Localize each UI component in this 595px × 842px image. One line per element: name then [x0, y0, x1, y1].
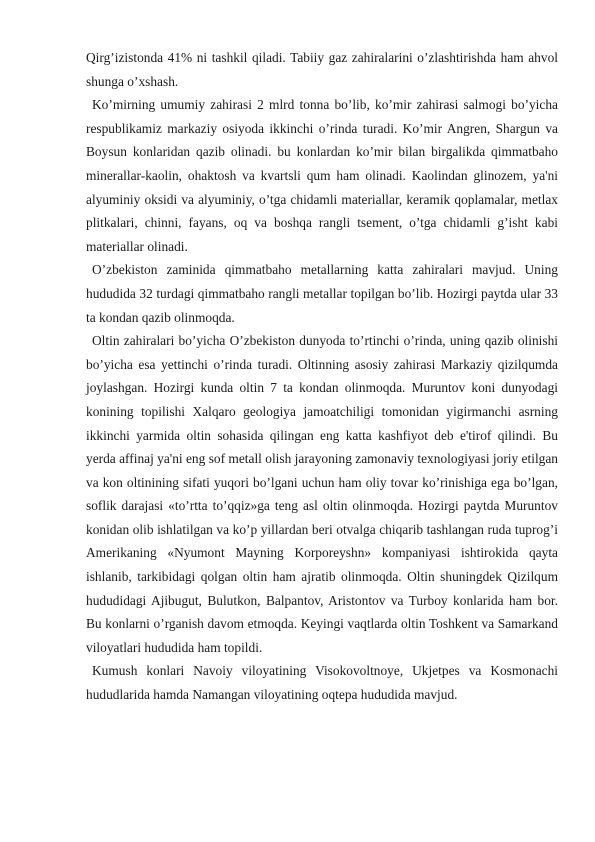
document-page — [86, 46, 558, 707]
paragraph-precious-metals: O’zbekiston zaminida qimmatbaho metallarning katta zahiralari mavjud. Uning hududida 32 turdagi qimmatbaho rangli metallar topilgan bo’lib. Hozirgi paytda ular 33 ta kondan qazib olinmoqda. — [86, 262, 558, 325]
paragraph-gas-reserves: Qirg’izistonda 41% ni tashkil qiladi. Tabiiy gaz zahiralarini o’zlashtirishda ham ahvol shunga o’xshash. — [86, 50, 558, 89]
paragraph-silver-deposits: Kumush konlari Navoiy viloyatining Visokovoltnoye, Ukjetpes va Kosmonachi hududlarida hamda Namangan viloyatining oqtepa hududida mavjud. — [86, 663, 558, 703]
paragraph-gold-reserves: Oltin zahiralari bo’yicha O’zbekiston dunyoda to’rtinchi o’rinda, uning qazib olinishi bo’yicha esa yettinchi o’rinda turadi. Oltinning asosiy zahirasi Markaziy qizilqumda joylashgan. Hozirgi kunda oltin 7 ta kondan olinmoqda. Muruntov koni dunyodagi konining topilishi Xalqaro geologiya jamoatchiligi tomonidan yigirmanchi asrning ikkinchi yarmida oltin sohasida qilingan eng katta kashfiyot deb e'tirof qilindi. Bu yerda affinaj ya'ni eng sof metall olish jarayoning zamonaviy texnologiyasi joriy etilgan va kon oltinining sifati yuqori bo’lgani uchun ham oliy tovar ko’rinishiga ega bo’lgan, soflik darajasi «to’rtta to’qqiz»ga teng asl oltin olinmoqda. Hozirgi paytda Muruntov konidan olib ishlatilgan va ko’p yillardan beri otvalga chiqarib tashlangan ruda tuprog’i Amerikaning «Nyumont Mayning Korporeyshn» kompaniyasi ishtirokida qayta ishlanib, tarkibidagi qolgan oltin ham ajratib olinmoqda. Oltin shuningdek Qizilqum hududidagi Ajibugut, Bulutkon, Balpantov, Aristontov va Turboy konlarida ham bor. Bu konlarni o’rganish davom etmoqda. Keyingi vaqtlarda oltin Toshkent va Samarkand viloyatlari hududida ham topildi. — [86, 333, 558, 655]
paragraph-coal-reserves: Ko’mirning umumiy zahirasi 2 mlrd tonna bo’lib, ko’mir zahirasi salmogi bo’yicha respublikamiz markaziy osiyoda ikkinchi o’rinda turadi. Ko’mir Angren, Shargun va Boysun konlaridan qazib olinadi. bu konlardan ko’mir bilan birgalikda qimmatbaho minerallar-kaolin, ohaktosh va kvartsli qum ham olinadi. Kaolindan glinozem, ya'ni alyuminiy oksidi va alyuminiy, o’tga chidamli materiallar, keramik qoplamalar, metlax plitkalari, chinni, fayans, oq va boshqa rangli tsement, o’tga chidamli g’isht kabi materiallar olinadi. — [86, 97, 558, 254]
